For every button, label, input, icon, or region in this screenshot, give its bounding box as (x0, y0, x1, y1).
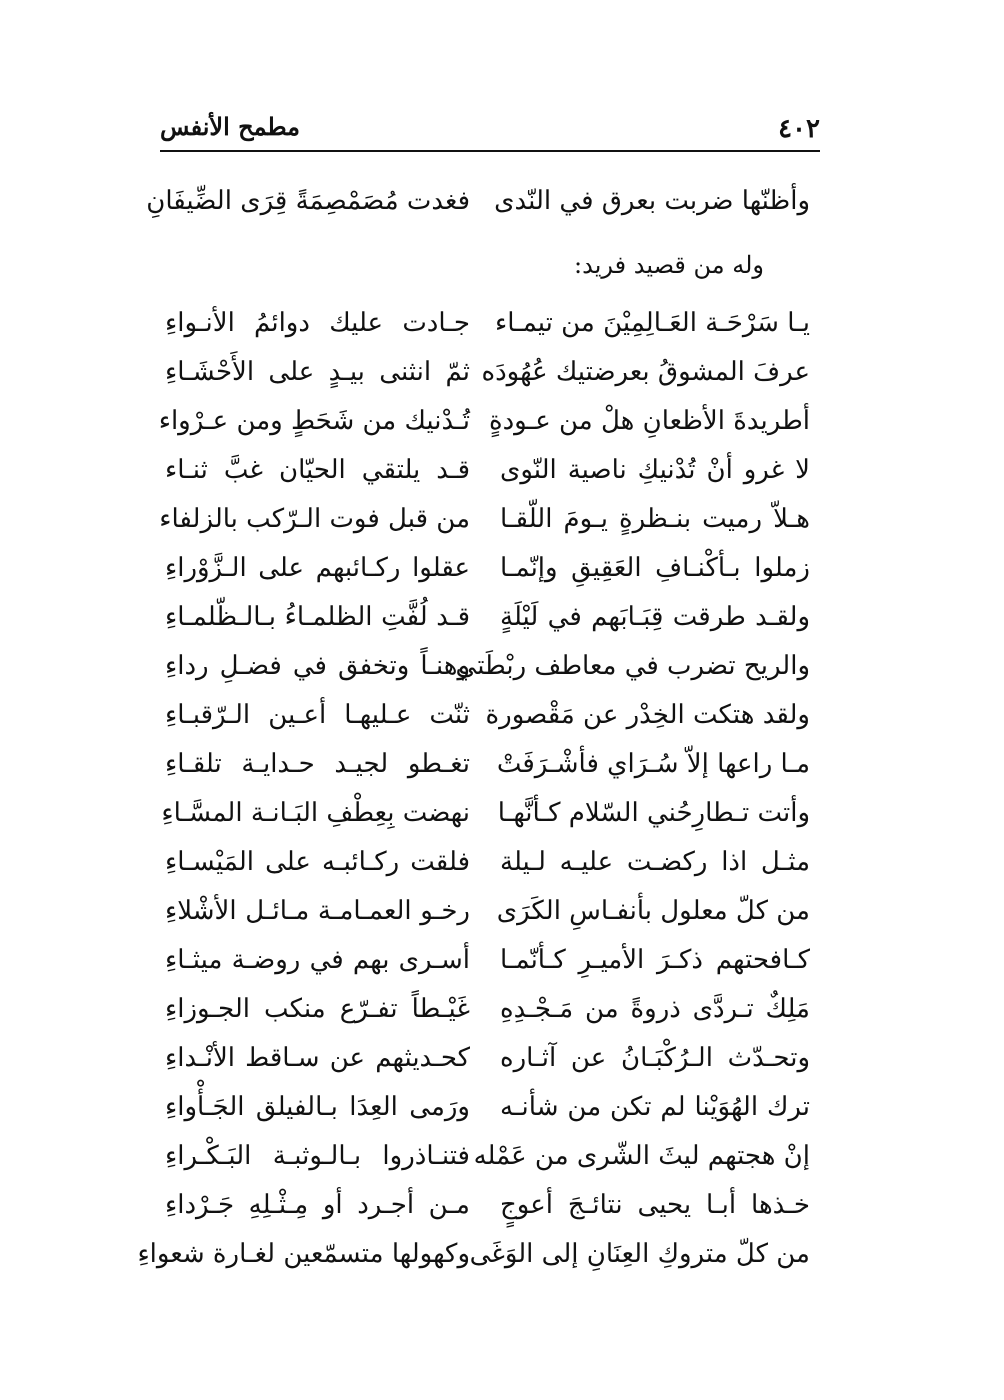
verse-first-hemistich: مـا راعها إلاّ سُـرَاي فأشْـرَفَتْ (496, 749, 810, 779)
verse (160, 886, 820, 936)
page-header (160, 112, 820, 148)
verse-second-hemistich: وهنـاً وتخفق في فضـلِ رداءِ (165, 651, 470, 681)
verse-first-hemistich: عرفَ المشوقُ بعرضتيك عُهُودَه (481, 357, 810, 387)
verse (160, 1180, 820, 1230)
verse-first-hemistich: ترك الهُوَيْنا لم تكن من شأنـه (500, 1092, 810, 1122)
verse-first-hemistich: وأظنّها ضربت بعرق في النّدى (494, 186, 810, 216)
verse (160, 788, 820, 838)
verse-second-hemistich: غَيْـطاً تفـرّع منكب الجـوزاءِ (165, 994, 470, 1024)
verse-second-hemistich: قـد يلتقي الحيّان غبَّ ثنـاء (165, 455, 470, 485)
verse (160, 935, 820, 985)
verse-second-hemistich: فغدت مُصَمْصِمَةً قِرَى الضِّيفَانِ (146, 186, 470, 216)
verse-first-hemistich: زملوا بـأكْنـافِ العَقِيقِ وإنّمـا (500, 553, 810, 583)
verse-first-hemistich: وتحـدّث الـرُكْبَـانُ عن آثـاره (500, 1043, 810, 1073)
verse (160, 494, 820, 544)
verse-second-hemistich: تُـدْنيك من شَحَطٍ ومن عـرْواء (158, 406, 470, 436)
verse-first-hemistich: لا غرو أنْ تُدْنيكِ ناصية النّوى (500, 455, 810, 485)
verse-second-hemistich: قـد لُفَّتِ الظلمـاءُ بـالـظّلمـاءِ (165, 602, 470, 632)
verse-second-hemistich: ثمّ انثنى بيـدٍ على الأَحْشَـاءِ (165, 357, 470, 387)
verse-first-hemistich: هـلاّ رميت بنـظرةٍ يـومَ اللّقـا (500, 504, 810, 534)
verse-first-hemistich: مَلِكٌ تـردَّى ذروةً من مَـجْـدِهِ (500, 994, 810, 1024)
verse (160, 1131, 820, 1181)
verse (146, 176, 820, 226)
verse-second-hemistich: أسـرى بهم في روضـة ميثـاءِ (165, 945, 470, 975)
verse (160, 837, 820, 887)
verse-second-hemistich: مـن أجـرد أو مِـثْـلِهِ جَـرْداءِ (165, 1190, 470, 1220)
verse-first-hemistich: من كلّ متروكِ العِنَانِ إلى الوَغَى (469, 1239, 810, 1269)
verse-first-hemistich: ولقـد طرقت قِبَـابَهم في لَيْلَةٍ (500, 602, 810, 632)
verse-first-hemistich: كـافحتهم ذكـرَ الأميـرِ كـأنّمـا (500, 945, 810, 975)
verse (160, 445, 820, 495)
verse (160, 984, 820, 1034)
verse (160, 396, 820, 446)
verse-second-hemistich: ورَمى العِدَا بـالفيلق الجَـأْواءِ (165, 1092, 470, 1122)
verse-first-hemistich: أطريدةَ الأظعانِ هلْ من عـودةٍ (488, 406, 810, 436)
verse (160, 1082, 820, 1132)
verse (160, 347, 820, 397)
verse-first-hemistich: إنْ هجتهم ليثَ الشّرى من عَمْله (473, 1141, 810, 1171)
verse-second-hemistich: تغـطو لجيـد حـدايـة تلقـاءِ (165, 749, 470, 779)
verse (160, 739, 820, 789)
verse (160, 690, 820, 740)
verse-second-hemistich: جـادت عليك دوائمُ الأنـواءِ (165, 308, 470, 338)
header-rule (160, 150, 820, 152)
poem-intro: وله من قصيد فريد: (574, 251, 764, 279)
verse-first-hemistich: من كلّ معلول بأنفـاسِ الكَرَى (496, 896, 810, 926)
verse-second-hemistich: فتنـاذروا بـالـوثبـة البَـكْـراءِ (165, 1141, 470, 1171)
verse-first-hemistich: يـا سَرْحَـة العَـالِمِيْنَ من تيمـاء (494, 308, 810, 338)
verse (160, 1033, 820, 1083)
verse (160, 641, 820, 691)
verse-second-hemistich: عقلوا ركـائبهم على الـزَّوْراءِ (165, 553, 470, 583)
verse (160, 298, 820, 348)
book-title: مطمح الأنفس (160, 112, 301, 141)
verse-second-hemistich: رخـو العمـامـة مـائـل الأشْلاءِ (165, 896, 470, 926)
verse-second-hemistich: نهضت بِعِطْفِ البَـانـة المسَّـاءِ (161, 798, 470, 828)
verse-second-hemistich: من قبل فوت الـرّكب بالزلفاء (159, 504, 470, 534)
verse-second-hemistich: كحـديثهم عن سـاقط الأنْـداءِ (165, 1043, 470, 1073)
verse (160, 543, 820, 593)
verse-first-hemistich: خـذها أبـا يحيى نتائـجَ أعوجٍ (500, 1190, 810, 1220)
verse-first-hemistich: ولقد هتكت الخِدْر عن مَقْصورة (485, 700, 810, 730)
verse-second-hemistich: فلقت ركـائبـه على المَيْسـاءِ (165, 847, 470, 877)
verse (160, 592, 820, 642)
verse-first-hemistich: وأتت تـطارِحُني السّلام كـأنَّهـا (497, 798, 810, 828)
page-number: ٤٠٢ (778, 114, 820, 144)
verse (137, 1229, 820, 1279)
verse-first-hemistich: مثـل اذا ركضـت عليـه لـيلة (500, 847, 810, 877)
verse-second-hemistich: وكهولها متسمّعين لغـارة شعواءِ (137, 1239, 470, 1269)
verse-first-hemistich: والريح تضرب في معاطف ربْطَتي (455, 651, 810, 681)
verse-second-hemistich: ثنّت عـليهـا أعـين الـرّقبـاءِ (165, 700, 470, 730)
